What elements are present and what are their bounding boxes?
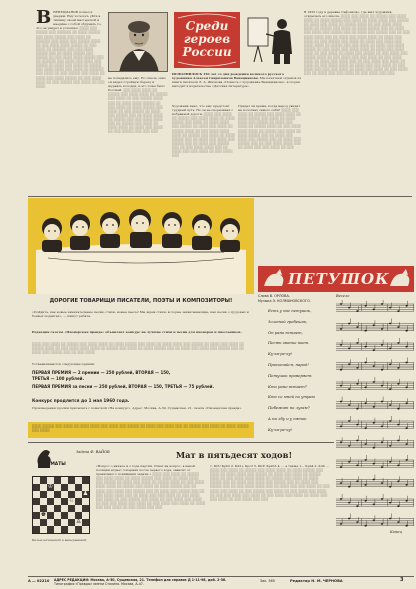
chess-square	[54, 526, 61, 533]
music-note	[405, 427, 407, 429]
music-note	[381, 369, 383, 371]
music-note	[340, 523, 342, 525]
music-note	[348, 518, 350, 520]
drop-cap: В	[36, 10, 52, 28]
prizes-heading: Устанавливаются следующие премии:	[32, 362, 96, 366]
music-note	[381, 498, 383, 500]
chess-square	[40, 526, 47, 533]
music-note	[373, 519, 375, 521]
music-note	[340, 401, 342, 403]
music-note	[405, 459, 407, 461]
song-title: ПЕТУШОК	[288, 270, 390, 288]
chess-square	[47, 491, 54, 498]
music-note	[340, 385, 342, 387]
music-score	[336, 294, 414, 540]
music-note	[348, 445, 350, 447]
music-note	[397, 310, 399, 312]
article-col3-filler: ░░░░ ░░░ ░░░░ ░░ ░░░░░ ░░░ ░░░░ ░░░░ ░░ ░░░░ ░░░░░ ░░░ ░░░░ ░░ ░░░░ ░░░░ ░░░ ░░░░░ ░░ ░░░░ ░░░ ░░░░ ░░ ░░░░░ ░░░░ ░░ ░░░ ░░░░ ░░░░ ░░░░ ░░ ░░░░░ ░░░ ░░░░ ░░ ░░░░ ░░░░░ ░░░ ░░ ░░░░ ░░░ ░░░░ ░░░ ░░░░░ ░░░ ░░ ░░░░ ░░░ ░░░░░ ░░░ ░░ ░░░ ░░░░ ░░░░ ░░░ ░░ ░░░░ ░░░ ░░░ ░░░░ ░░ ░░░ ░░░░ ░░░	[172, 112, 236, 158]
music-note	[405, 346, 407, 348]
chess-square	[75, 526, 82, 533]
song-credits	[258, 294, 348, 303]
lyric-line: Кто рано встает?	[268, 383, 307, 389]
lyric-line: Есть у нас петушок,	[268, 308, 312, 313]
music-note	[389, 420, 391, 422]
chess-square	[75, 484, 82, 491]
music-note	[364, 362, 366, 364]
song-header	[258, 266, 414, 292]
article-column-1	[36, 10, 106, 190]
music-note	[381, 441, 383, 443]
children-illustration	[28, 198, 254, 294]
chess-square	[33, 526, 40, 533]
music-note	[356, 480, 358, 482]
article-col2-filler: ░░░ ░░░░ ░░░░ ░░ ░░░░░ ░░░ ░░░░ ░░░░ ░░ ░░░░░ ░░░ ░░░░ ░░ ░░░ ░░░░░ ░░░░ ░░░ ░░ ░░░░ ░░░░ ░░░░░ ░░ ░░░ ░░░░ ░░ ░░░░ ░░░░░ ░░░ ░░░░ ░░ ░░░ ░░░░░ ░░ ░░░░ ░░░ ░░░░░ ░░░ ░░ ░░░░ ░░░░ ░░ ░░░░░ ░░░ ░░░ ░░░░ ░░░░ ░░░ ░░ ░░░░░ ░░░ ░░░░ ░░ ░░░░ ░░░░ ░░ ░░░░ ░░░ ░░░░ ░░ ░░░ ░░░░░ ░░░ ░░░ ░░░	[108, 88, 168, 134]
music-note	[389, 445, 391, 447]
chess-piece: ♔	[47, 483, 54, 490]
contest-band-text: ░░░░ ░░░░░ ░░░ ░░░░ ░░ ░░░░ ░░░░ ░░░ ░░░░ ░░░ ░░░░░ ░░ ░░░░ ░░░ ░░░░ ░░░ ░░ ░░░░░ ░░░ ░░░░ ░░ ░░░░ ░░░░░ ░░░ ░░░░	[32, 424, 249, 433]
chess-square	[47, 519, 54, 526]
music-note	[340, 369, 342, 371]
chess-square	[68, 519, 75, 526]
article-col1-text: ВЕНЕЦИАНОВ пошел к дверям. Ему хотелось уйти в тишину своей мастерской и наедине с собой обдумать то, что он увидел и услышал.	[36, 10, 102, 31]
chess-square	[54, 491, 61, 498]
music-note	[340, 498, 342, 500]
footer-address-line: АДРЕС РЕДАКЦИИ: Москва, А-30, Сущевская, 21. Телефон для справок Д 1-11-98, доб. 2-36.	[54, 578, 227, 582]
music-note	[397, 367, 399, 369]
chess-text	[96, 464, 206, 570]
music-note	[373, 365, 375, 367]
music-note	[364, 387, 366, 389]
music-note	[364, 459, 366, 461]
credits-music: Музыка Э. КОЛМАНОВСКОГО.	[258, 298, 311, 303]
music-note	[364, 500, 366, 502]
music-note	[356, 521, 358, 523]
music-note	[364, 402, 366, 404]
music-note	[389, 307, 391, 309]
music-note	[397, 440, 399, 442]
chess-square	[54, 477, 61, 484]
chess-square	[54, 519, 61, 526]
music-note	[381, 482, 383, 484]
music-note	[340, 466, 342, 468]
section-divider-top	[28, 196, 412, 197]
music-note	[397, 326, 399, 328]
chess-square	[68, 526, 75, 533]
chess-square	[75, 498, 82, 505]
music-note	[348, 363, 350, 365]
music-note	[397, 383, 399, 385]
prize-line-1: ПЕРВАЯ ПРЕМИЯ — 2 премии — 250 рублей, ВТОРАЯ — 150,	[32, 370, 171, 375]
music-note	[397, 480, 399, 482]
music-note	[364, 305, 366, 307]
chess-square	[61, 519, 68, 526]
contest-filler: ░░░░ ░░░ ░░░░ ░░ ░░░░░ ░░░ ░░░░ ░░░░ ░░ ░░░░ ░░░░░ ░░░ ░░░░ ░░ ░░░░ ░░░░ ░░░ ░░░░░ ░░ ░░░░ ░░░ ░░░░ ░░ ░░░░░ ░░░░ ░░ ░░░ ░░░░ ░░░░ ░░░░ ░░ ░░░░░ ░░░ ░░░░ ░░ ░░░░ ░░░░░ ░░░ ░░ ░░░░ ░░░ ░░░░ ░░░ ░░░░░ ░░░ ░░ ░░░░ ░░░ ░░░░░ ░░░ ░░ ░░░ ░░░░	[32, 342, 244, 355]
chess-piece: ♚	[40, 511, 47, 518]
chess-square	[75, 477, 82, 484]
music-note	[364, 427, 366, 429]
song-lyrics	[268, 306, 338, 438]
chess-square	[33, 484, 40, 491]
chess-title: Мат в пятьдесят ходов!	[175, 450, 293, 460]
chess-square	[33, 477, 40, 484]
chess-notation-filler: ░░░░ ░░░ ░░░░ ░░ ░░░░░ ░░░ ░░░░ ░░░░ ░░ ░░░░ ░░░░░ ░░░ ░░░░ ░░ ░░░░ ░░░░ ░░░ ░░░░░ ░░ ░░░░ ░░░ ░░░░ ░░ ░░░░░ ░░░░ ░░ ░░░ ░░░░ ░░░░ ░░░░ ░░ ░░░░░ ░░░ ░░░░ ░░ ░░░░ ░░░░░ ░░░ ░░ ░░░░ ░░░ ░░░░ ░░░ ░░░░░ ░░░ ░░ ░░░░ ░░░ ░░░░░ ░░░ ░░ ░░░ ░░░░ ░░░░ ░░░ ░░ ░░░░ ░░░ ░░░ ░░░░ ░░ ░░░ ░░░░ ░░░ ░░░░ ░░ ░░░ ░░░░░ ░░░ ░░░░ ░░ ░░░ ░░░░ ░░░ ░░░░ ░░ ░░░ ░░░ ░░░░ ░░░ ░░░░ ░░ ░░░ ░░░░ ░░░ ░░░░ ░░ ░░░░ ░░░ ░░░ ░░░░ ░░ ░░░ ░░░░ ░░░ ░░░	[210, 468, 330, 501]
music-note	[397, 505, 399, 507]
lead-text: Мы печатаем отрывок из книги писателя Л. А. Жалкова «Повесть о художнике Венецианове», которая выходит в издательстве «Детская литература».	[172, 76, 302, 89]
chess-square	[33, 519, 40, 526]
article-col2-text: не попадались ему. Но сквозь окно он видел стройную березу и журавль колодца, и это тоже было Россией.	[108, 76, 166, 93]
music-note	[340, 303, 342, 305]
lyric-line: Ку-ка-ре-ку!	[268, 351, 293, 357]
chess-square	[82, 505, 89, 512]
music-note	[340, 328, 342, 330]
children-drawing	[28, 198, 254, 294]
music-note	[381, 385, 383, 387]
music-note	[405, 443, 407, 445]
music-note	[348, 404, 350, 406]
contest-announcement-text: Редакция газеты «Пионерская правда» объявляет конкурс на лучшие стихи и песни для пионеров и школьников.	[32, 330, 242, 334]
article-col5-text: В 1823 году в деревне Сафонково, где жил художник, открылась его школа.	[304, 10, 393, 19]
chess-square	[33, 505, 40, 512]
chess-subtitle: Задача Ф. ВАЙОВ	[76, 450, 110, 454]
music-note	[381, 426, 383, 428]
chess-square	[82, 477, 89, 484]
music-note	[348, 323, 350, 325]
music-note	[397, 521, 399, 523]
chess-square	[68, 505, 75, 512]
chess-logo	[32, 446, 72, 470]
music-note	[356, 440, 358, 442]
score-staves	[336, 300, 414, 538]
chess-square	[40, 498, 47, 505]
music-note	[405, 305, 407, 307]
music-note	[397, 465, 399, 467]
portrait-section	[28, 8, 414, 194]
chess-square	[61, 526, 68, 533]
music-note	[356, 465, 358, 467]
music-note	[389, 323, 391, 325]
lead-heading: ИСПОЛНИЛОСЬ 150 лет со дня рождения великого русского художника Алексея Гавриловича Венецианова.	[172, 72, 284, 81]
music-note	[373, 463, 375, 465]
music-note	[373, 309, 375, 311]
article-col5-filler: ░░░░ ░░░ ░░░░ ░░ ░░░░░ ░░░ ░░░░ ░░░░ ░░ ░░░░ ░░░░░ ░░░ ░░░░ ░░ ░░░░ ░░░░ ░░░ ░░░░░ ░░ ░░░░ ░░░ ░░░░ ░░ ░░░░░ ░░░░ ░░ ░░░ ░░░░ ░░░░ ░░░░ ░░ ░░░░░ ░░░ ░░░░ ░░ ░░░░ ░░░░░ ░░░ ░░ ░░░░ ░░░ ░░░░ ░░░ ░░░░░ ░░░ ░░ ░░░░ ░░░ ░░░░░ ░░░ ░░ ░░░ ░░░░ ░░░░ ░░░ ░░ ░░░░ ░░░ ░░░░ ░░░░ ░░ ░░░░ ░░░ ░░░░ ░░ ░░░ ░░░░░ ░░░ ░░░░ ░░ ░░░░ ░░░ ░░░░ ░░░ ░░░░ ░░░░ ░░ ░░░░░ ░░░ ░░░ ░░░░ ░░ ░░░░ ░░░ ░░░░ ░░░░░ ░░ ░░░ ░░░░ ░░░ ░░░░ ░░░░ ░░ ░░░░ ░░░ ░░░░ ░░░░ ░░ ░░░ ░░░░ ░░ ░░░░ ░░░ ░░░░░ ░░ ░░░ ░░░░ ░░░ ░░░░░ ░░░░ ░░ ░░░ ░░░░ ░░░ ░░░ ░░░░ ░░ ░░░ ░░░░ ░░░░ ░░ ░░░░ ░░░ ░░░░ ░░░ ░░ ░░░ ░░░░ ░░░ ░░░░ ░░ ░░░░ ░░ ░░░ ░░░░ ░░░░ ░░ ░░░░ ░░░ ░░░ ░░░░ ░░ ░░░ ░░░░ ░░░ ░░░ ░░░ ░░░░ ░░ ░░░░ ░░░ ░░░░ ░░ ░░░ ░░░░ ░░░ ░░ ░░░░ ░░░ ░░░ ░░░░ ░░ ░░░ ░░░░ ░░░ ░░░	[304, 14, 410, 76]
music-note	[356, 367, 358, 369]
title-line-3: России	[182, 45, 232, 59]
chess-square	[68, 477, 75, 484]
music-note	[373, 406, 375, 408]
footer-issue: Зак. 565	[260, 579, 275, 583]
music-note	[356, 310, 358, 312]
chess-square	[33, 491, 40, 498]
music-note	[373, 324, 375, 326]
music-note	[397, 342, 399, 344]
chess-answer: Белые начинают и выигрывают	[32, 538, 87, 542]
artist-silhouette	[244, 10, 300, 68]
music-note	[340, 344, 342, 346]
credits-words: Слова В. ОРЛОВА.	[258, 294, 290, 298]
music-note	[364, 525, 366, 527]
music-note	[373, 447, 375, 449]
chess-square	[40, 519, 47, 526]
music-note	[373, 504, 375, 506]
lyric-line: Золотой гребешок,	[268, 318, 308, 324]
chess-square	[82, 526, 89, 533]
chess-text-body: «Вопрос о начале и о ходе партии. Ответ на вопрос, в какой позиции играет соперник после первого хода, зависит от правильного понимания задачи.»	[96, 464, 195, 477]
contest-deadline: Конкурс продлится до 1 мая 1960 года.	[32, 398, 130, 403]
chess-notation-body: 1. Кf3! Крb2 2. Кd2+ Крc2 3. Кb3! Крxb3 4. ... а также 1... Крb4 2. Kd4 ...	[210, 464, 329, 468]
chess-logo-text: ШАХМАТЫ	[38, 462, 66, 467]
music-note	[405, 362, 407, 364]
music-note	[356, 424, 358, 426]
music-note	[356, 326, 358, 328]
chess-square	[47, 498, 54, 505]
chess-square	[47, 526, 54, 533]
prize-line-3: ПЕРВАЯ ПРЕМИЯ за песни — 250 рублей, ВТОРАЯ — 150, ТРЕТЬЯ — 75 рублей.	[32, 384, 214, 389]
lead-paragraph	[172, 72, 302, 102]
article-col4-text: Придет ли время, когда народ увидит на полотнах самого себя?	[238, 104, 301, 113]
chess-square	[47, 505, 54, 512]
chess-square	[61, 477, 68, 484]
chess-square	[61, 512, 68, 519]
lyric-line: Просыпайся, народ!	[268, 361, 309, 367]
footer-editor: Редактор Н. М. ЧЕРНОВА	[290, 579, 343, 583]
music-note	[405, 525, 407, 527]
chess-square	[40, 484, 47, 491]
music-note	[373, 479, 375, 481]
chess-square	[54, 484, 61, 491]
music-note	[356, 383, 358, 385]
music-note	[364, 443, 366, 445]
chess-square	[61, 505, 68, 512]
chess-square	[82, 512, 89, 519]
chess-square	[61, 491, 68, 498]
music-note	[340, 441, 342, 443]
article-column-4	[238, 104, 302, 194]
lyric-line: Он рано встает,	[268, 329, 303, 335]
music-note	[373, 422, 375, 424]
article-column-5	[304, 10, 410, 194]
chess-square	[40, 491, 47, 498]
footer-rule	[28, 576, 414, 577]
music-note	[340, 482, 342, 484]
chess-square	[40, 477, 47, 484]
chess-square	[47, 512, 54, 519]
footer-press-line: Типография «Правды» имени Сталина. Москва, А-47.	[54, 582, 144, 586]
music-note	[397, 424, 399, 426]
lyric-line: Кто со мной по утрам	[268, 394, 315, 400]
article-col3-text: Художник знал, что ему предстоит трудный путь. Но он не сворачивал с избранной дороги.	[172, 104, 234, 117]
music-note	[364, 346, 366, 348]
music-note	[389, 348, 391, 350]
chess-square	[75, 505, 82, 512]
music-note	[348, 486, 350, 488]
contest-footer: Произведения просим присылать с пометкой «На конкурс». Адрес: Москва, А-30, Сущевская, 21, газета «Пионерская правда».	[32, 406, 243, 410]
lyric-line: Побежит по лугам?	[268, 405, 310, 411]
series-title-block	[172, 10, 242, 70]
contest-announcement	[28, 296, 254, 440]
chess-square	[54, 512, 61, 519]
article-col4-filler: ░░░░ ░░░ ░░░░ ░░ ░░░░░ ░░░ ░░░░ ░░░░ ░░ ░░░░ ░░░░░ ░░░ ░░░░ ░░ ░░░░ ░░░░ ░░░ ░░░░░ ░░ ░░░░ ░░░ ░░░░ ░░ ░░░░░ ░░░░ ░░ ░░░ ░░░░ ░░░░ ░░░░ ░░ ░░░░░ ░░░ ░░░░ ░░ ░░░░ ░░░░░ ░░░ ░░ ░░░░ ░░░ ░░░░ ░░░ ░░░░░ ░░░ ░░ ░░░░ ░░░ ░░░░░ ░░░ ░░ ░░░ ░░░░ ░░░░ ░░░ ░░ ░░░░ ░░░ ░░░ ░░░░ ░░ ░░░	[238, 108, 302, 149]
chess-piece: ♙	[75, 518, 82, 525]
prize-line-2: ТРЕТЬЯ — 100 рублей.	[32, 376, 85, 381]
artist-illustration	[244, 10, 300, 68]
footer	[28, 578, 414, 588]
contest-title: ДОРОГИЕ ТОВАРИЩИ ПИСАТЕЛИ, ПОЭТЫ И КОМПОЗИТОРЫ!	[49, 298, 233, 304]
chess-square	[54, 505, 61, 512]
music-note	[405, 484, 407, 486]
music-note	[356, 342, 358, 344]
footer-left-code: А — 02210	[28, 579, 50, 583]
music-note	[381, 466, 383, 468]
music-note	[389, 461, 391, 463]
music-note	[405, 500, 407, 502]
music-note	[381, 401, 383, 403]
music-note	[348, 420, 350, 422]
music-note	[389, 388, 391, 390]
score-end-label: Конец	[390, 530, 402, 534]
lyric-line: Ку-ка-ре-ку!	[268, 426, 293, 432]
score-tempo: Весело	[336, 294, 350, 298]
music-note	[364, 484, 366, 486]
chess-square	[82, 498, 89, 505]
title-line-1: Среди	[185, 19, 229, 33]
series-title	[178, 20, 236, 59]
music-note	[405, 387, 407, 389]
lyric-line: Песню звонко поет.	[268, 340, 310, 346]
music-note	[389, 363, 391, 365]
portrait-drawing	[109, 13, 168, 72]
section-divider-chess	[28, 442, 334, 443]
music-note	[381, 328, 383, 330]
chess-square	[33, 498, 40, 505]
chess-square	[61, 498, 68, 505]
music-note	[381, 303, 383, 305]
music-note	[381, 523, 383, 525]
footer-page-number: 3	[400, 577, 404, 583]
chess-square	[82, 519, 89, 526]
article-col1-filler: ░░░░ ░░░ ░░░░░ ░░░ ░░░░░░ ░░ ░░░░ ░░░░░ ░░░ ░░░░ ░░░░░ ░░░ ░░░░ ░░ ░░░░░░ ░░░ ░░░░ ░░░ ░░░░░ ░░░░ ░░ ░░░ ░░░░ ░░░░ ░░░░░ ░░ ░░░ ░░░░ ░░ ░░░░░░ ░░░ ░░░ ░░░░ ░░░░░ ░░░ ░░ ░░░░ ░░░░░ ░░░ ░░░░░ ░░ ░░░ ░░░░ ░░░░ ░░░░░ ░░░ ░░ ░░░░░░ ░░░ ░░░░ ░░░ ░░░░ ░░░ ░░░░░ ░░ ░░░░ ░░░ ░░░░ ░░ ░░░░░ ░░░ ░░░░ ░░░░ ░░░ ░░░░ ░░ ░░░░░░ ░░░ ░░░░ ░░ ░░░ ░░░░░ ░░░ ░░░░ ░░ ░░░░ ░░░ ░░░░ ░░░░░ ░░ ░░░ ░░░░ ░░░░ ░░ ░░░ ░░░░░ ░░░ ░░░░ ░░ ░░░ ░░░░	[36, 26, 105, 88]
music-note	[389, 518, 391, 520]
music-note	[389, 502, 391, 504]
chess-piece: ♟	[82, 490, 89, 497]
music-note	[389, 486, 391, 488]
article-column-3	[172, 104, 236, 194]
music-note	[389, 404, 391, 406]
music-note	[348, 307, 350, 309]
music-note	[348, 461, 350, 463]
music-note	[405, 330, 407, 332]
contest-intro: «Пойдите, как новые замечательные песни, стихи, новые пьесы! Мы ждем стихи, которые захватывающие, как песни о трудовых и боевых подвигах», — пишут ребята.	[32, 310, 249, 319]
chess-square	[33, 512, 40, 519]
chess-piece: ♘	[68, 497, 75, 504]
music-note	[405, 402, 407, 404]
chessboard	[32, 476, 90, 534]
music-note	[373, 349, 375, 351]
music-note	[348, 388, 350, 390]
portrait-image	[108, 12, 168, 72]
chess-square	[54, 498, 61, 505]
footer-address	[54, 578, 244, 586]
music-note	[364, 330, 366, 332]
music-note	[397, 408, 399, 410]
lyric-line: А на лбу и у пяток	[268, 415, 307, 421]
music-note	[381, 344, 383, 346]
chess-square	[68, 512, 75, 519]
chess-square	[68, 484, 75, 491]
music-note	[356, 408, 358, 410]
lyric-line: Петушок проверяет:	[268, 372, 313, 378]
article-column-2	[108, 76, 168, 194]
chess-notation	[210, 464, 330, 570]
music-note	[340, 426, 342, 428]
music-note	[348, 348, 350, 350]
chess-section	[28, 444, 334, 574]
chess-square	[75, 491, 82, 498]
music-note	[373, 381, 375, 383]
chess-text-filler: ░░░░ ░░░ ░░░░ ░░ ░░░░░ ░░░ ░░░░ ░░░░ ░░ ░░░░ ░░░░░ ░░░ ░░░░ ░░ ░░░░ ░░░░ ░░░ ░░░░░ ░░ ░░░░ ░░░ ░░░░ ░░ ░░░░░ ░░░░ ░░ ░░░ ░░░░ ░░░░ ░░░░ ░░ ░░░░░ ░░░ ░░░░ ░░ ░░░░ ░░░░░ ░░░ ░░ ░░░░ ░░░ ░░░░ ░░░ ░░░░░ ░░░ ░░ ░░░░ ░░░ ░░░░░ ░░░ ░░ ░░░ ░░░░ ░░░░ ░░░ ░░ ░░░░ ░░░ ░░░ ░░░░ ░░ ░░░ ░░░░ ░░░ ░░░░ ░░ ░░░ ░░░░░ ░░░ ░░░░ ░░ ░░░ ░░░░ ░░░ ░░░░ ░░ ░░░ ░░░ ░░░░ ░░░ ░░░░ ░░ ░░░ ░░░░ ░░░ ░░░░ ░░ ░░░░ ░░░ ░░░ ░░░░ ░░ ░░░ ░░░░ ░░░ ░░░	[96, 472, 206, 509]
music-note	[356, 505, 358, 507]
chess-square	[61, 484, 68, 491]
title-line-2: героев	[183, 32, 231, 46]
music-note	[348, 502, 350, 504]
